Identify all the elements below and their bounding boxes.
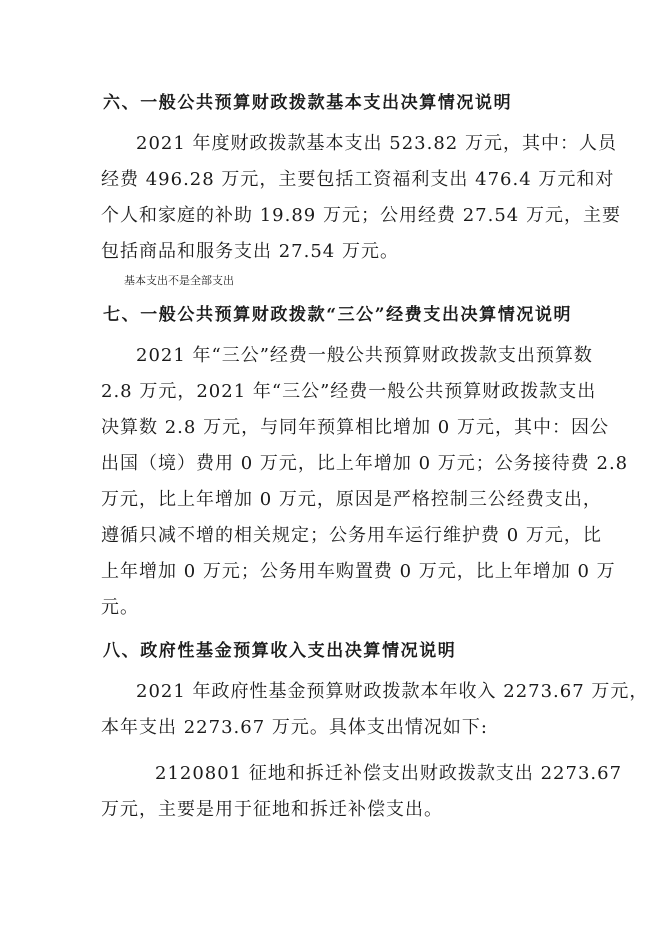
section-8-heading: 八、政府性基金预算收入支出决算情况说明: [103, 641, 457, 661]
paragraph-line: 2021 年度财政拨款基本支出 523.82 万元，其中：人员: [136, 133, 617, 154]
paragraph-line: 万元，比上年增加 0 万元，原因是严格控制三公经费支出，: [101, 489, 602, 510]
section-8-detail-paragraph: [101, 756, 623, 828]
paragraph-line: 2120801 征地和拆迁补偿支出财政拨款支出 2273.67: [155, 763, 623, 784]
paragraph-line: 出国（境）费用 0 万元，比上年增加 0 万元；公务接待费 2.8: [101, 453, 629, 474]
paragraph-line: 上年增加 0 万元；公务用车购置费 0 万元，比上年增加 0 万: [101, 561, 616, 582]
paragraph-line: 元。: [101, 597, 139, 618]
paragraph-line: 本年支出 2273.67 万元。具体支出情况如下:: [101, 717, 488, 738]
paragraph-line: 2021 年政府性基金预算财政拨款本年收入 2273.67 万元，: [136, 681, 649, 702]
section-8-paragraph: [101, 674, 649, 746]
section-7-paragraph: [101, 338, 629, 626]
paragraph-line: 包括商品和服务支出 27.54 万元。: [101, 241, 399, 262]
paragraph-line: 遵循只减不增的相关规定；公务用车运行维护费 0 万元，比: [101, 525, 602, 546]
section-6-heading: 六、一般公共预算财政拨款基本支出决算情况说明: [103, 93, 513, 113]
paragraph-line: 2021 年“三公”经费一般公共预算财政拨款支出预算数: [136, 345, 593, 366]
paragraph-line: 个人和家庭的补助 19.89 万元；公用经费 27.54 万元，主要: [101, 205, 621, 226]
section-6-paragraph: [101, 126, 621, 270]
margin-note: 基本支出不是全部支出: [124, 274, 234, 287]
paragraph-line: 经费 496.28 万元，主要包括工资福利支出 476.4 万元和对: [101, 169, 615, 190]
paragraph-line: 万元，主要是用于征地和拆迁补偿支出。: [101, 799, 443, 820]
paragraph-line: 决算数 2.8 万元，与同年预算相比增加 0 万元，其中：因公: [101, 417, 609, 438]
section-7-heading: 七、一般公共预算财政拨款“三公”经费支出决算情况说明: [103, 305, 573, 325]
paragraph-line: 2.8 万元，2021 年“三公”经费一般公共预算财政拨款支出: [101, 381, 597, 402]
